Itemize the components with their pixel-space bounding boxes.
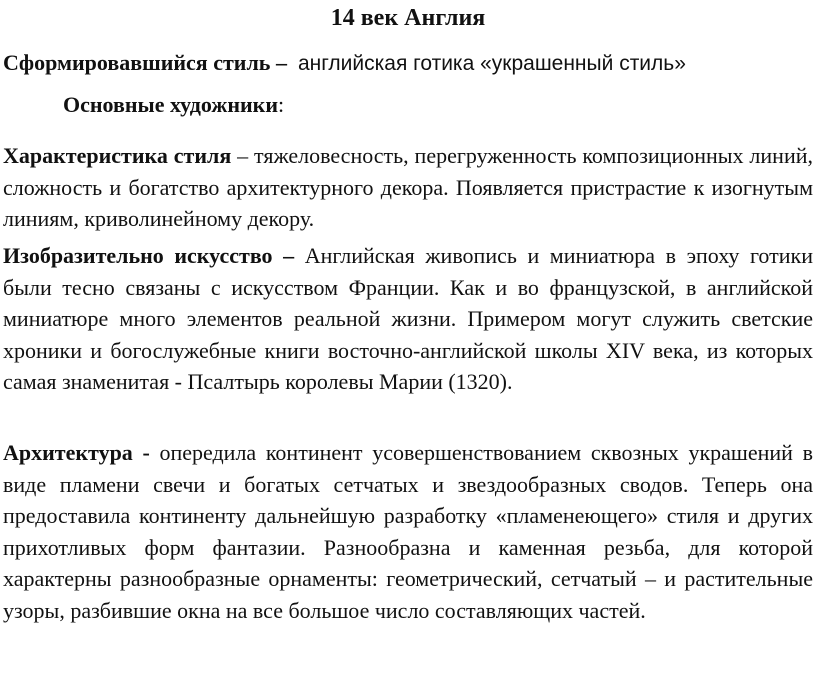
- artists-colon: :: [278, 92, 285, 117]
- artists-label: Основные художники: [63, 92, 279, 117]
- style-line: [3, 47, 686, 80]
- style-value: английская готика «украшенный стиль»: [297, 52, 686, 75]
- characteristics-text: – тяжеловесность, перегруженность композиционных линий, сложность и богатство архитектурного декора. Появляется пристрастие к изогнутым линиям, криволинейному декору.: [3, 143, 813, 232]
- fine-art-paragraph: [3, 240, 813, 398]
- characteristics-label: Характеристика стиля: [3, 143, 232, 168]
- architecture-label: Архитектура -: [3, 440, 150, 465]
- characteristics-paragraph: [3, 140, 813, 235]
- fine-art-label: Изобразительно искусство –: [3, 243, 295, 268]
- artists-line: [63, 89, 284, 121]
- fine-art-text: Английская живопись и миниатюра в эпоху готики были тесно связаны с искусством Франции. Как и во французской, в английской миниатюре много элементов реальной жизни. Примером могут служить светские хроники и богослужебные книги восточно-английской школы XIV века, из которых самая знаменитая - Псалтырь королевы Марии (1320).: [3, 243, 813, 395]
- architecture-text: опередила континент усовершенствованием сквозных украшений в виде пламени свечи и богатых сетчатых и звездообразных сводов. Теперь она предоставила континенту дальнейшую разработку «пламенеющего» стиля и других прихотливых форм фантазии. Разнообразна и каменная резьба, для которой характерны разнообразные орнаменты: геометрический, сетчатый – и растительные узоры, разбившие окна на все большое число составляющих частей.: [3, 440, 813, 623]
- style-label: Сформировавшийся стиль –: [3, 50, 287, 75]
- page-title: 14 век Англия: [330, 5, 486, 31]
- architecture-paragraph: [3, 437, 813, 627]
